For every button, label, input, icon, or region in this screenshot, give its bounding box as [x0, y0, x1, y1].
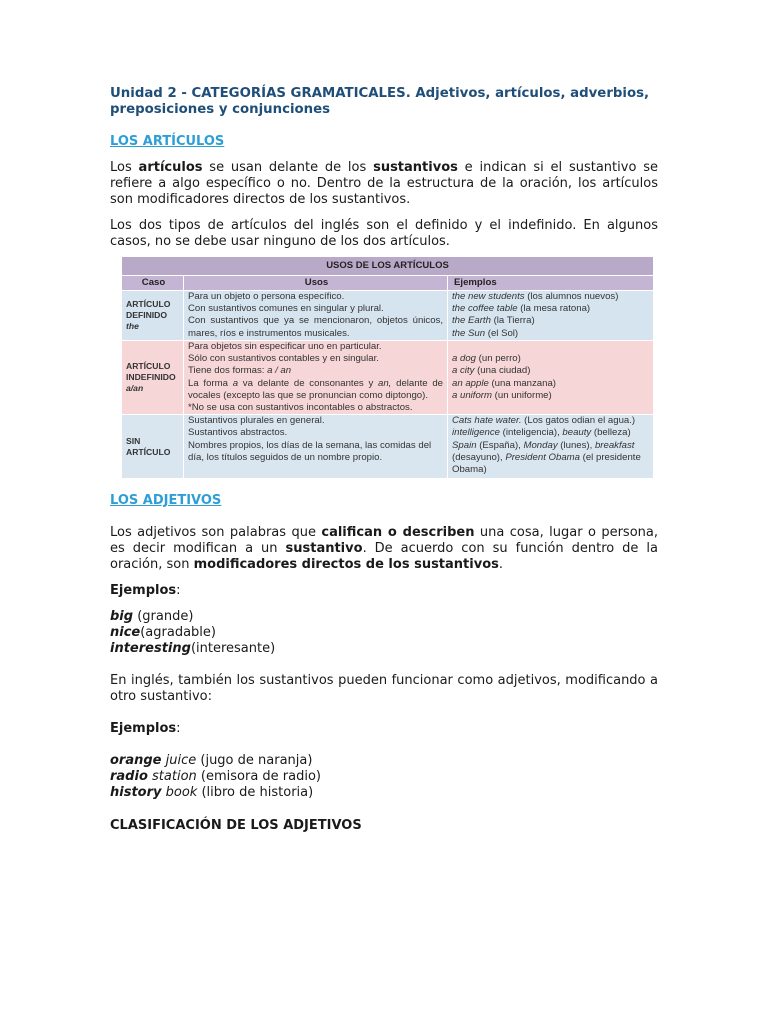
- column-header-ejemplos: Ejemplos: [448, 276, 654, 291]
- ejemplos-label-2: Ejemplos:: [110, 721, 181, 736]
- ejemplos-label-1: Ejemplos:: [110, 583, 181, 598]
- table-header-row: [122, 276, 654, 291]
- list-item: orange juice (jugo de naranja): [110, 753, 313, 768]
- case-cell: ARTÍCULO DEFINIDO the: [122, 291, 184, 341]
- column-header-caso: Caso: [122, 276, 184, 291]
- column-header-usos: Usos: [184, 276, 448, 291]
- section-heading-articulos[interactable]: LOS ARTÍCULOS: [110, 134, 225, 149]
- list-item: history book (libro de historia): [110, 785, 314, 800]
- adjetivos-section: [110, 493, 658, 834]
- table-caption-row: [122, 257, 654, 276]
- ejemplos-cell: a dog (un perro) a city (una ciudad) an apple (una manzana) a uniform (un uniforme): [448, 341, 654, 415]
- usos-cell: Para objetos sin especificar uno en particular. Sólo con sustantivos contables y en singular. Tiene dos formas: a / an La forma a va delante de consonantes y an, delante de vocales (excepto las que se pronuncian como diptongo). *No se usa con sustantivos incontables o abstractos.: [184, 341, 448, 415]
- table-caption: USOS DE LOS ARTÍCULOS: [122, 257, 654, 276]
- table-row: [122, 415, 654, 479]
- noun-as-adjective-examples-list: [110, 753, 658, 801]
- usos-cell: Para un objeto o persona específico. Con sustantivos comunes en singular y plural. Con sustantivos que ya se mencionaron, objetos únicos, mares, ríos e instrumentos musicales.: [184, 291, 448, 341]
- articles-usage-table: [121, 256, 654, 479]
- case-cell: SIN ARTÍCULO: [122, 415, 184, 479]
- list-item: interesting(interesante): [110, 641, 276, 656]
- ejemplos-cell: Cats hate water. (Los gatos odian el agua.) intelligence (inteligencia), beauty (belleza) Spain (España), Monday (lunes), breakfast (desayuno), President Obama (el presidente Obama): [448, 415, 654, 479]
- clasificacion-heading: CLASIFICACIÓN DE LOS ADJETIVOS: [110, 818, 362, 833]
- articulos-paragraph-1: Los artículos se usan delante de los sustantivos e indican si el sustantivo se refiere a algo específico o no. Dentro de la estructura de la oración, los artículos son modificadores directos de los sustantivos.: [110, 160, 658, 207]
- page-content: [110, 86, 658, 250]
- list-item: big (grande): [110, 609, 194, 624]
- adjetivos-paragraph-2: En inglés, también los sustantivos pueden funcionar como adjetivos, modificando a otro sustantivo:: [110, 673, 658, 704]
- adjective-examples-list: [110, 609, 658, 657]
- page-title: Unidad 2 - CATEGORÍAS GRAMATICALES. Adjetivos, artículos, adverbios, preposiciones y conjunciones: [110, 86, 650, 117]
- table-row: [122, 291, 654, 341]
- list-item: nice(agradable): [110, 625, 216, 640]
- section-heading-adjetivos[interactable]: LOS ADJETIVOS: [110, 493, 222, 508]
- usos-cell: Sustantivos plurales en general. Sustantivos abstractos. Nombres propios, los días de la semana, las comidas del día, los títulos seguidos de un nombre propio.: [184, 415, 448, 479]
- table-row: [122, 341, 654, 415]
- list-item: radio station (emisora de radio): [110, 769, 321, 784]
- adjetivos-paragraph-1: Los adjetivos son palabras que califican o describen una cosa, lugar o persona, es decir modifican a un sustantivo. De acuerdo con su función dentro de la oración, son modificadores directos de los sustantivos.: [110, 525, 658, 572]
- ejemplos-cell: the new students (los alumnos nuevos) the coffee table (la mesa ratona) the Earth (la Tierra) the Sun (el Sol): [448, 291, 654, 341]
- case-cell: ARTÍCULO INDEFINIDO a/an: [122, 341, 184, 415]
- articulos-paragraph-2: Los dos tipos de artículos del inglés son el definido y el indefinido. En algunos casos, no se debe usar ninguno de los dos artículos.: [110, 218, 658, 249]
